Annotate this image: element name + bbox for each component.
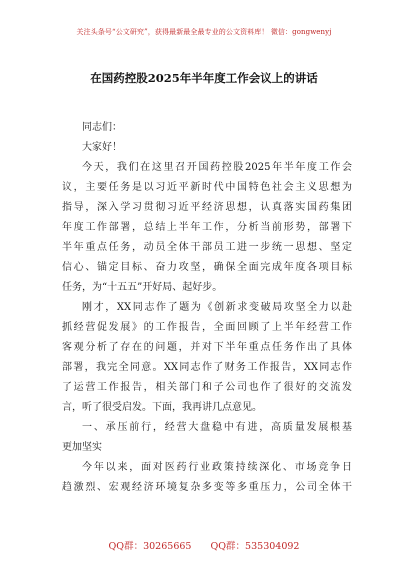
body-line: 信心、锚定目标、奋力攻坚，确保全面完成年度各项目标 bbox=[62, 262, 352, 273]
body-line: 刚才，XX同志作了题为《创新求变破局攻坚全力以赴 bbox=[82, 302, 352, 313]
body-line: 一、承压前行，经营大盘稳中有进，高质量发展根基 bbox=[82, 422, 352, 433]
body-line: 部署，我完全同意。XX同志作了财务工作报告，XX同志作 bbox=[62, 362, 352, 373]
footer-qq-group-2: QQ群：535304092 bbox=[210, 541, 300, 552]
body-line: 任务，为“十五五”开好局、起好步。 bbox=[62, 282, 223, 293]
document-body bbox=[62, 118, 352, 498]
body-line: 今天，我们在这里召开国药控股2025年半年度工作会 bbox=[82, 162, 352, 173]
body-line: 半年重点任务，动员全体干部员工进一步统一思想、坚定 bbox=[62, 242, 352, 253]
body-line: 大家好！ bbox=[82, 142, 122, 153]
body-line: 今年以来，面对医药行业政策持续深化、市场竞争日 bbox=[82, 462, 352, 473]
body-line: 议，主要任务是以习近平新时代中国特色社会主义思想为 bbox=[62, 182, 352, 193]
body-line: 趋激烈、宏观经济环境复杂多变等多重压力，公司全体干 bbox=[62, 482, 352, 493]
body-line: 抓经营促发展》的工作报告，全面回顾了上半年经营工作 bbox=[62, 322, 352, 333]
body-line: 同志们： bbox=[82, 122, 122, 133]
body-line: 年度工作部署，总结上半年工作，分析当前形势，部署下 bbox=[62, 222, 352, 233]
body-line: 指导，深入学习贯彻习近平经济思想，认真落实国药集团 bbox=[62, 202, 352, 213]
promo-banner: 关注头条号“公文研究”，获得最新最全最专业的公文资料库！ 微信：gongwenyj bbox=[76, 28, 332, 36]
body-line: 更加坚实 bbox=[62, 442, 102, 453]
body-line: 言，听了很受启发。下面，我再讲几点意见。 bbox=[62, 402, 262, 413]
body-line: 了运营工作报告，相关部门和子公司也作了很好的交流发 bbox=[62, 382, 352, 393]
document-title: 在国药控股2025年半年度工作会议上的讲话 bbox=[90, 71, 318, 85]
footer-qq-group-1: QQ群：30265665 bbox=[108, 541, 192, 552]
body-line: 客观分析了存在的问题，并对下半年重点任务作出了具体 bbox=[62, 342, 352, 353]
footer-contacts bbox=[0, 538, 408, 552]
